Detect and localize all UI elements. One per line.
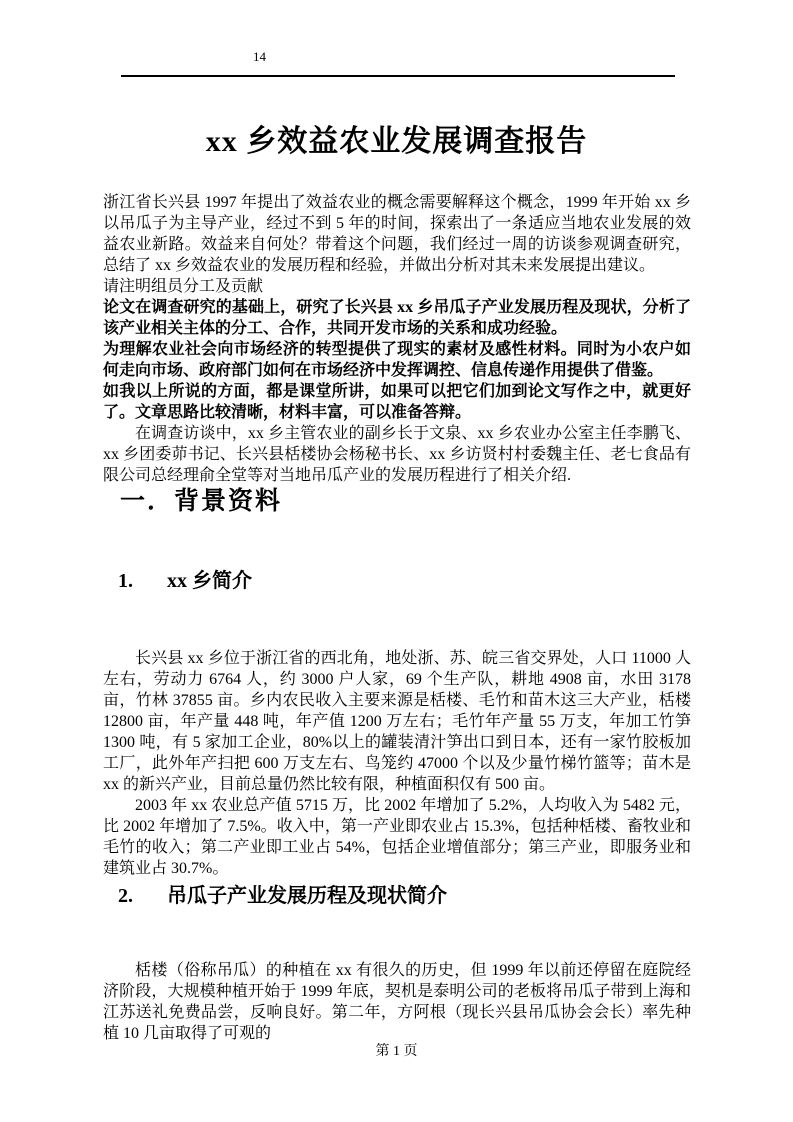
header-page-number: 14 — [253, 49, 266, 64]
subsection-title: 吊瓜子产业发展历程及现状简介 — [167, 885, 447, 907]
intro-section — [103, 192, 691, 486]
paragraph-intro-1: 浙江省长兴县 1997 年提出了效益农业的概念需要解释这个概念，1999 年开始 xx 乡以吊瓜子为主导产业，经过不到 5 年的时间，探索出了一条适应当地农业发展的效益农业新路。效益来自何处？带着这个问题，我们经过一周的访谈参观调查研究，总结了 xx 乡效益农业的发展历程和经验，并做出分析对其未来发展提出建议。 — [103, 194, 691, 274]
paragraph-gualou-history: 栝楼（俗称吊瓜）的种植在 xx 有很久的历史，但 1999 年以前还停留在庭院经济阶段，大规模种植开始于 1999 年底，契机是泰明公司的老板将吊瓜子带到上海和江苏送礼免费品尝，反响良好。第二年，方阿根（现长兴县吊瓜协会会长）率先种植 10 几亩取得了可观的 — [103, 962, 691, 1042]
header-rule — [121, 75, 675, 77]
paragraph-comment-3: 如我以上所说的方面，都是课堂所讲，如果可以把它们加到论文写作之中，就更好了。文章思路比较清晰，材料丰富，可以准备答辩。 — [103, 383, 691, 421]
paragraph-output-stats: 2003 年 xx 农业总产值 5715 万，比 2002 年增加了 5.2%，人均收入为 5482 元，比 2002 年增加了 7.5%。收入中，第一产业即农业占 15.3%，包括种栝楼、畜牧业和毛竹的收入；第二产业即工业占 54%，包括企业增值部分；第三产业，即服务业和建筑业占 30.7%。 — [103, 797, 691, 877]
paragraph-intro-note: 请注明组员分工及贡献 — [103, 278, 264, 295]
subsection-1-body — [103, 648, 691, 879]
subsection-number: 1. — [118, 570, 133, 592]
paragraph-comment-2: 为理解农业社会向市场经济的转型提供了现实的素材及感性材料。同时为小农户如何走向市场、政府部门如何在市场经济中发挥调控、信息传递作用提供了借鉴。 — [103, 341, 691, 379]
document-title: xx 乡效益农业发展调查报告 — [205, 125, 588, 158]
footer-page-number: 第 1 页 — [375, 1044, 418, 1059]
section-heading-background: 一．背景资料 — [120, 488, 283, 515]
subsection-number: 2. — [118, 885, 133, 907]
subsection-title: xx 乡简介 — [167, 570, 252, 592]
paragraph-comment-1: 论文在调查研究的基础上，研究了长兴县 xx 乡吊瓜子产业发展历程及现状，分析了该产业相关主体的分工、合作，共同开发市场的关系和成功经验。 — [103, 299, 691, 337]
paragraph-interviews: 在调查访谈中，xx 乡主管农业的副乡长于文泉、xx 乡农业办公室主任李鹏飞、xx 乡团委茆书记、长兴县栝楼协会杨秘书长、xx 乡访贤村村委魏主任、老七食品有限公司总经理俞全堂等对当地吊瓜产业的发展历程进行了相关介绍. — [103, 425, 691, 484]
subsection-2-body — [103, 960, 691, 1044]
subsection-heading-2 — [118, 883, 447, 909]
paragraph-township-overview: 长兴县 xx 乡位于浙江省的西北角，地处浙、苏、皖三省交界处，人口 11000 人左右，劳动力 6764 人，约 3000 户人家，69 个生产队，耕地 4908 亩，水田 3178 亩，竹林 37855 亩。乡内农民收入主要来源是栝楼、毛竹和苗木这三大产业，栝楼 12800 亩，年产量 448 吨，年产值 1200 万左右；毛竹年产量 55 万支，年加工竹笋 1300 吨，有 5 家加工企业，80%以上的罐装清汁笋出口到日本，还有一家竹胶板加工厂，此外年产扫把 600 万支左右、鸟笼约 47000 个以及少量竹梯竹篮等；苗木是 xx 的新兴产业，目前总量仍然比较有限，种植面积仅有 500 亩。 — [103, 650, 691, 793]
subsection-heading-1 — [118, 568, 252, 594]
